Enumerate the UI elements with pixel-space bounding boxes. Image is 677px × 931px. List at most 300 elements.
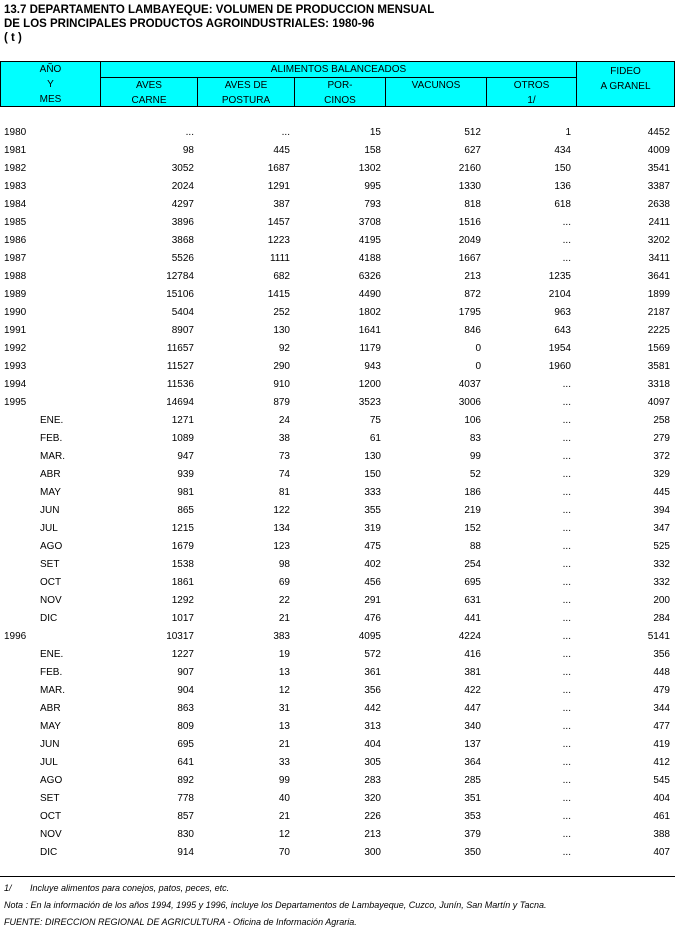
cell-aves-postura: 69 — [278, 577, 290, 588]
cell-otros: ... — [562, 379, 571, 390]
cell-aves-postura: 70 — [278, 847, 290, 858]
cell-porcinos: 572 — [364, 649, 381, 660]
row-year: 1988 — [4, 271, 27, 282]
row-month: OCT — [40, 577, 62, 588]
cell-aves-carne: 5404 — [171, 307, 194, 318]
cell-otros: ... — [562, 847, 571, 858]
row-month: JUN — [40, 739, 60, 750]
row-year: 1982 — [4, 163, 27, 174]
cell-vacunos: 106 — [464, 415, 481, 426]
cell-aves-carne: 641 — [177, 757, 194, 768]
table-row — [0, 160, 675, 178]
cell-aves-carne: 947 — [177, 451, 194, 462]
cell-fideo-granel: 5141 — [647, 631, 670, 642]
cell-porcinos: 15 — [369, 127, 381, 138]
cell-fideo-granel: 3387 — [647, 181, 670, 192]
cell-otros: ... — [562, 685, 571, 696]
cell-aves-postura: 252 — [273, 307, 290, 318]
cell-vacunos: 872 — [464, 289, 481, 300]
cell-otros: ... — [562, 739, 571, 750]
cell-aves-postura: 1291 — [267, 181, 290, 192]
cell-fideo-granel: 2187 — [647, 307, 670, 318]
cell-porcinos: 320 — [364, 793, 381, 804]
cell-otros: ... — [562, 757, 571, 768]
cell-aves-postura: 40 — [278, 793, 290, 804]
cell-aves-carne: 1227 — [171, 649, 194, 660]
cell-porcinos: 333 — [364, 487, 381, 498]
cell-aves-postura: 12 — [278, 685, 290, 696]
cell-vacunos: 340 — [464, 721, 481, 732]
table-row — [0, 358, 675, 376]
cell-fideo-granel: 388 — [653, 829, 670, 840]
cell-otros: ... — [562, 721, 571, 732]
row-year: 1980 — [4, 127, 27, 138]
row-month: OCT — [40, 811, 62, 822]
table-row — [0, 754, 675, 772]
cell-vacunos: 422 — [464, 685, 481, 696]
table-row — [0, 196, 675, 214]
cell-aves-carne: 1215 — [171, 523, 194, 534]
cell-aves-carne: 11527 — [166, 361, 194, 372]
cell-aves-postura: 12 — [278, 829, 290, 840]
cell-porcinos: 213 — [364, 829, 381, 840]
note-1-text: Incluye alimentos para conejos, patos, peces, etc. — [30, 883, 230, 893]
cell-vacunos: 379 — [464, 829, 481, 840]
cell-vacunos: 3006 — [458, 397, 481, 408]
cell-aves-postura: 879 — [273, 397, 290, 408]
table-row — [0, 412, 675, 430]
cell-aves-postura: 1415 — [267, 289, 290, 300]
cell-aves-carne: 1017 — [171, 613, 194, 624]
cell-vacunos: 99 — [469, 451, 481, 462]
row-month: AGO — [40, 541, 63, 552]
cell-otros: ... — [562, 667, 571, 678]
cell-aves-carne: 15106 — [166, 289, 194, 300]
row-month: ABR — [40, 703, 61, 714]
cell-fideo-granel: 258 — [653, 415, 670, 426]
cell-porcinos: 4195 — [358, 235, 381, 246]
cell-porcinos: 995 — [364, 181, 381, 192]
cell-porcinos: 3708 — [358, 217, 381, 228]
cell-vacunos: 0 — [475, 343, 481, 354]
cell-porcinos: 226 — [364, 811, 381, 822]
cell-aves-postura: 99 — [278, 775, 290, 786]
cell-fideo-granel: 3581 — [647, 361, 670, 372]
cell-porcinos: 356 — [364, 685, 381, 696]
row-month: MAR. — [40, 451, 65, 462]
cell-otros: 136 — [554, 181, 571, 192]
row-month: ABR — [40, 469, 61, 480]
cell-otros: 618 — [554, 199, 571, 210]
cell-porcinos: 402 — [364, 559, 381, 570]
table-row — [0, 538, 675, 556]
cell-fideo-granel: 347 — [653, 523, 670, 534]
row-month: SET — [40, 559, 60, 570]
row-month: MAY — [40, 721, 61, 732]
cell-aves-postura: 21 — [278, 739, 290, 750]
row-month: JUL — [40, 757, 58, 768]
row-year: 1990 — [4, 307, 27, 318]
cell-aves-carne: 778 — [177, 793, 194, 804]
cell-aves-carne: 904 — [177, 685, 194, 696]
cell-vacunos: 1667 — [458, 253, 481, 264]
cell-vacunos: 2049 — [458, 235, 481, 246]
table-row — [0, 340, 675, 358]
cell-porcinos: 291 — [364, 595, 381, 606]
cell-aves-carne: 3896 — [171, 217, 194, 228]
cell-otros: ... — [562, 595, 571, 606]
cell-aves-carne: 907 — [177, 667, 194, 678]
cell-fideo-granel: 477 — [653, 721, 670, 732]
note-fuente: FUENTE: DIRECCION REGIONAL DE AGRICULTURA - Oficina de Información Agraria. — [4, 917, 357, 927]
cell-fideo-granel: 4452 — [647, 127, 670, 138]
note-1-tag: 1/ — [4, 883, 12, 893]
cell-porcinos: 150 — [364, 469, 381, 480]
cell-fideo-granel: 479 — [653, 685, 670, 696]
cell-aves-postura: 73 — [278, 451, 290, 462]
cell-fideo-granel: 448 — [653, 667, 670, 678]
cell-aves-postura: 130 — [273, 325, 290, 336]
cell-otros: 1 — [565, 127, 571, 138]
cell-aves-postura: 1457 — [267, 217, 290, 228]
title-line-1: 13.7 DEPARTAMENTO LAMBAYEQUE: VOLUMEN DE PRODUCCION MENSUAL — [4, 4, 435, 16]
table-row — [0, 178, 675, 196]
cell-fideo-granel: 3202 — [647, 235, 670, 246]
cell-porcinos: 475 — [364, 541, 381, 552]
cell-fideo-granel: 461 — [653, 811, 670, 822]
cell-vacunos: 416 — [464, 649, 481, 660]
table-row — [0, 772, 675, 790]
cell-fideo-granel: 200 — [653, 595, 670, 606]
row-month: FEB. — [40, 667, 63, 678]
title-line-2: DE LOS PRINCIPALES PRODUCTOS AGROINDUSTRIALES: 1980-96 — [4, 18, 375, 30]
row-month: MAY — [40, 487, 61, 498]
row-year: 1983 — [4, 181, 27, 192]
row-year: 1995 — [4, 397, 27, 408]
cell-vacunos: 219 — [464, 505, 481, 516]
table-header — [0, 61, 675, 107]
cell-aves-carne: 2024 — [171, 181, 194, 192]
cell-fideo-granel: 1569 — [647, 343, 670, 354]
cell-otros: ... — [562, 487, 571, 498]
cell-porcinos: 319 — [364, 523, 381, 534]
cell-fideo-granel: 1899 — [647, 289, 670, 300]
cell-aves-postura: 1687 — [267, 163, 290, 174]
cell-fideo-granel: 2638 — [647, 199, 670, 210]
cell-aves-postura: 13 — [278, 721, 290, 732]
cell-aves-postura: 21 — [278, 613, 290, 624]
table-body — [0, 124, 675, 862]
row-year: 1989 — [4, 289, 27, 300]
cell-vacunos: 353 — [464, 811, 481, 822]
cell-otros: ... — [562, 775, 571, 786]
cell-otros: 1235 — [548, 271, 571, 282]
cell-aves-carne: 5526 — [171, 253, 194, 264]
cell-vacunos: 152 — [464, 523, 481, 534]
cell-vacunos: 4224 — [458, 631, 481, 642]
row-month: NOV — [40, 829, 62, 840]
cell-vacunos: 364 — [464, 757, 481, 768]
cell-aves-carne: 865 — [177, 505, 194, 516]
row-year: 1985 — [4, 217, 27, 228]
cell-otros: ... — [562, 811, 571, 822]
table-row — [0, 142, 675, 160]
cell-aves-postura: 134 — [273, 523, 290, 534]
cell-otros: ... — [562, 559, 571, 570]
cell-aves-postura: 19 — [278, 649, 290, 660]
cell-otros: ... — [562, 613, 571, 624]
cell-fideo-granel: 3411 — [648, 253, 670, 264]
table-row — [0, 664, 675, 682]
cell-aves-carne: 3868 — [171, 235, 194, 246]
cell-aves-postura: 24 — [278, 415, 290, 426]
cell-aves-carne: 1089 — [171, 433, 194, 444]
cell-aves-postura: 13 — [278, 667, 290, 678]
header-aves-carne: AVES CARNE — [100, 77, 198, 107]
table-row — [0, 826, 675, 844]
cell-porcinos: 1179 — [359, 343, 381, 354]
cell-otros: ... — [562, 793, 571, 804]
cell-porcinos: 476 — [364, 613, 381, 624]
cell-fideo-granel: 284 — [653, 613, 670, 624]
cell-aves-carne: 857 — [177, 811, 194, 822]
cell-fideo-granel: 419 — [653, 739, 670, 750]
table-row — [0, 124, 675, 142]
cell-fideo-granel: 4009 — [647, 145, 670, 156]
table-row — [0, 430, 675, 448]
cell-aves-carne: 939 — [177, 469, 194, 480]
cell-otros: ... — [562, 649, 571, 660]
cell-fideo-granel: 3541 — [647, 163, 670, 174]
cell-fideo-granel: 3318 — [647, 379, 670, 390]
row-month: SET — [40, 793, 60, 804]
cell-fideo-granel: 2225 — [647, 325, 670, 336]
cell-vacunos: 0 — [475, 361, 481, 372]
cell-aves-carne: 11536 — [166, 379, 194, 390]
cell-aves-postura: 33 — [278, 757, 290, 768]
cell-fideo-granel: 4097 — [647, 397, 670, 408]
table-row — [0, 304, 675, 322]
table-row — [0, 232, 675, 250]
row-month: DIC — [40, 847, 58, 858]
table-row — [0, 808, 675, 826]
cell-porcinos: 943 — [364, 361, 381, 372]
row-month: MAR. — [40, 685, 65, 696]
cell-porcinos: 4188 — [358, 253, 381, 264]
cell-aves-postura: 123 — [273, 541, 290, 552]
table-row — [0, 520, 675, 538]
cell-vacunos: 83 — [469, 433, 481, 444]
cell-vacunos: 441 — [464, 613, 481, 624]
cell-otros: 1960 — [548, 361, 571, 372]
cell-vacunos: 1795 — [458, 307, 481, 318]
cell-vacunos: 846 — [464, 325, 481, 336]
cell-vacunos: 52 — [469, 469, 481, 480]
cell-aves-carne: 892 — [177, 775, 194, 786]
table-row — [0, 844, 675, 862]
cell-aves-postura: 31 — [278, 703, 290, 714]
cell-aves-postura: 98 — [278, 559, 290, 570]
row-month: ENE. — [40, 649, 64, 660]
table-row — [0, 502, 675, 520]
table-row — [0, 322, 675, 340]
cell-otros: 2104 — [548, 289, 571, 300]
cell-otros: ... — [562, 397, 571, 408]
table-row — [0, 682, 675, 700]
table-row — [0, 574, 675, 592]
cell-otros: ... — [562, 451, 571, 462]
cell-aves-carne: 10317 — [166, 631, 194, 642]
cell-otros: ... — [562, 541, 571, 552]
header-porcinos: POR- CINOS — [294, 77, 386, 107]
cell-porcinos: 158 — [364, 145, 381, 156]
row-month: AGO — [40, 775, 63, 786]
cell-porcinos: 283 — [364, 775, 381, 786]
cell-vacunos: 631 — [464, 595, 481, 606]
row-year: 1991 — [4, 325, 27, 336]
title-unit: ( t ) — [4, 32, 22, 44]
table-row — [0, 466, 675, 484]
cell-porcinos: 1200 — [358, 379, 381, 390]
cell-aves-postura: 383 — [273, 631, 290, 642]
cell-aves-carne: 830 — [177, 829, 194, 840]
cell-porcinos: 305 — [364, 757, 381, 768]
row-year: 1987 — [4, 253, 27, 264]
cell-vacunos: 447 — [464, 703, 481, 714]
cell-aves-carne: 3052 — [171, 163, 194, 174]
row-month: FEB. — [40, 433, 63, 444]
cell-porcinos: 313 — [364, 721, 381, 732]
cell-vacunos: 88 — [469, 541, 481, 552]
cell-aves-carne: 12784 — [166, 271, 194, 282]
cell-otros: ... — [562, 235, 571, 246]
cell-aves-carne: ... — [185, 127, 194, 138]
header-year-month: AÑO Y MES — [0, 61, 101, 107]
cell-porcinos: 404 — [364, 739, 381, 750]
cell-vacunos: 2160 — [458, 163, 481, 174]
table-row — [0, 250, 675, 268]
cell-aves-postura: 92 — [278, 343, 290, 354]
row-month: DIC — [40, 613, 58, 624]
cell-otros: ... — [562, 253, 571, 264]
table-row — [0, 790, 675, 808]
cell-aves-postura: 910 — [273, 379, 290, 390]
cell-vacunos: 351 — [464, 793, 481, 804]
cell-aves-carne: 981 — [177, 487, 194, 498]
cell-porcinos: 4490 — [358, 289, 381, 300]
table-row — [0, 628, 675, 646]
cell-aves-postura: 74 — [278, 469, 290, 480]
cell-fideo-granel: 332 — [653, 577, 670, 588]
cell-porcinos: 456 — [364, 577, 381, 588]
footer-divider — [0, 876, 675, 877]
cell-aves-carne: 1292 — [171, 595, 194, 606]
cell-porcinos: 300 — [364, 847, 381, 858]
cell-aves-postura: 21 — [278, 811, 290, 822]
cell-aves-carne: 1679 — [171, 541, 194, 552]
cell-aves-postura: 22 — [278, 595, 290, 606]
cell-fideo-granel: 525 — [653, 541, 670, 552]
cell-vacunos: 512 — [464, 127, 481, 138]
table-row — [0, 448, 675, 466]
cell-porcinos: 1802 — [358, 307, 381, 318]
cell-aves-postura: 1223 — [267, 235, 290, 246]
cell-aves-carne: 14694 — [166, 397, 194, 408]
header-group-alimentos: ALIMENTOS BALANCEADOS — [100, 61, 577, 78]
cell-vacunos: 137 — [464, 739, 481, 750]
cell-otros: ... — [562, 469, 571, 480]
table-row — [0, 484, 675, 502]
cell-aves-carne: 914 — [177, 847, 194, 858]
cell-aves-carne: 863 — [177, 703, 194, 714]
table-row — [0, 556, 675, 574]
cell-porcinos: 3523 — [358, 397, 381, 408]
cell-vacunos: 695 — [464, 577, 481, 588]
row-year: 1986 — [4, 235, 27, 246]
cell-porcinos: 6326 — [358, 271, 381, 282]
cell-aves-postura: 290 — [273, 361, 290, 372]
cell-fideo-granel: 279 — [653, 433, 670, 444]
row-year: 1984 — [4, 199, 27, 210]
cell-aves-postura: 81 — [278, 487, 290, 498]
cell-aves-carne: 11657 — [166, 343, 194, 354]
cell-otros: ... — [562, 703, 571, 714]
cell-fideo-granel: 329 — [653, 469, 670, 480]
table-row — [0, 376, 675, 394]
cell-otros: ... — [562, 217, 571, 228]
cell-aves-postura: 445 — [273, 145, 290, 156]
cell-aves-carne: 1271 — [171, 415, 194, 426]
table-title — [4, 3, 434, 45]
cell-aves-carne: 98 — [182, 145, 194, 156]
cell-otros: 1954 — [548, 343, 571, 354]
cell-vacunos: 818 — [464, 199, 481, 210]
cell-porcinos: 442 — [364, 703, 381, 714]
cell-aves-postura: 387 — [273, 199, 290, 210]
cell-porcinos: 130 — [364, 451, 381, 462]
row-month: NOV — [40, 595, 62, 606]
cell-otros: 150 — [554, 163, 571, 174]
cell-vacunos: 627 — [464, 145, 481, 156]
cell-vacunos: 213 — [464, 271, 481, 282]
cell-otros: ... — [562, 577, 571, 588]
row-year: 1992 — [4, 343, 27, 354]
cell-aves-carne: 1538 — [171, 559, 194, 570]
cell-aves-carne: 8907 — [171, 325, 194, 336]
table-row — [0, 214, 675, 232]
cell-aves-carne: 695 — [177, 739, 194, 750]
cell-fideo-granel: 412 — [653, 757, 670, 768]
cell-vacunos: 1516 — [458, 217, 481, 228]
cell-fideo-granel: 356 — [653, 649, 670, 660]
cell-porcinos: 61 — [369, 433, 381, 444]
table-row — [0, 268, 675, 286]
cell-fideo-granel: 344 — [653, 703, 670, 714]
cell-porcinos: 4095 — [358, 631, 381, 642]
row-month: JUN — [40, 505, 60, 516]
cell-otros: ... — [562, 523, 571, 534]
cell-fideo-granel: 394 — [653, 505, 670, 516]
table-row — [0, 736, 675, 754]
cell-aves-postura: 38 — [278, 433, 290, 444]
cell-aves-carne: 1861 — [171, 577, 194, 588]
row-year: 1994 — [4, 379, 27, 390]
cell-vacunos: 350 — [464, 847, 481, 858]
cell-porcinos: 75 — [369, 415, 381, 426]
cell-fideo-granel: 332 — [653, 559, 670, 570]
cell-vacunos: 285 — [464, 775, 481, 786]
note-nota: Nota : En la información de los años 1994, 1995 y 1996, incluye los Departamentos de Lambayeque, Cuzco, Junín, San Martín y Tacna. — [4, 900, 547, 910]
